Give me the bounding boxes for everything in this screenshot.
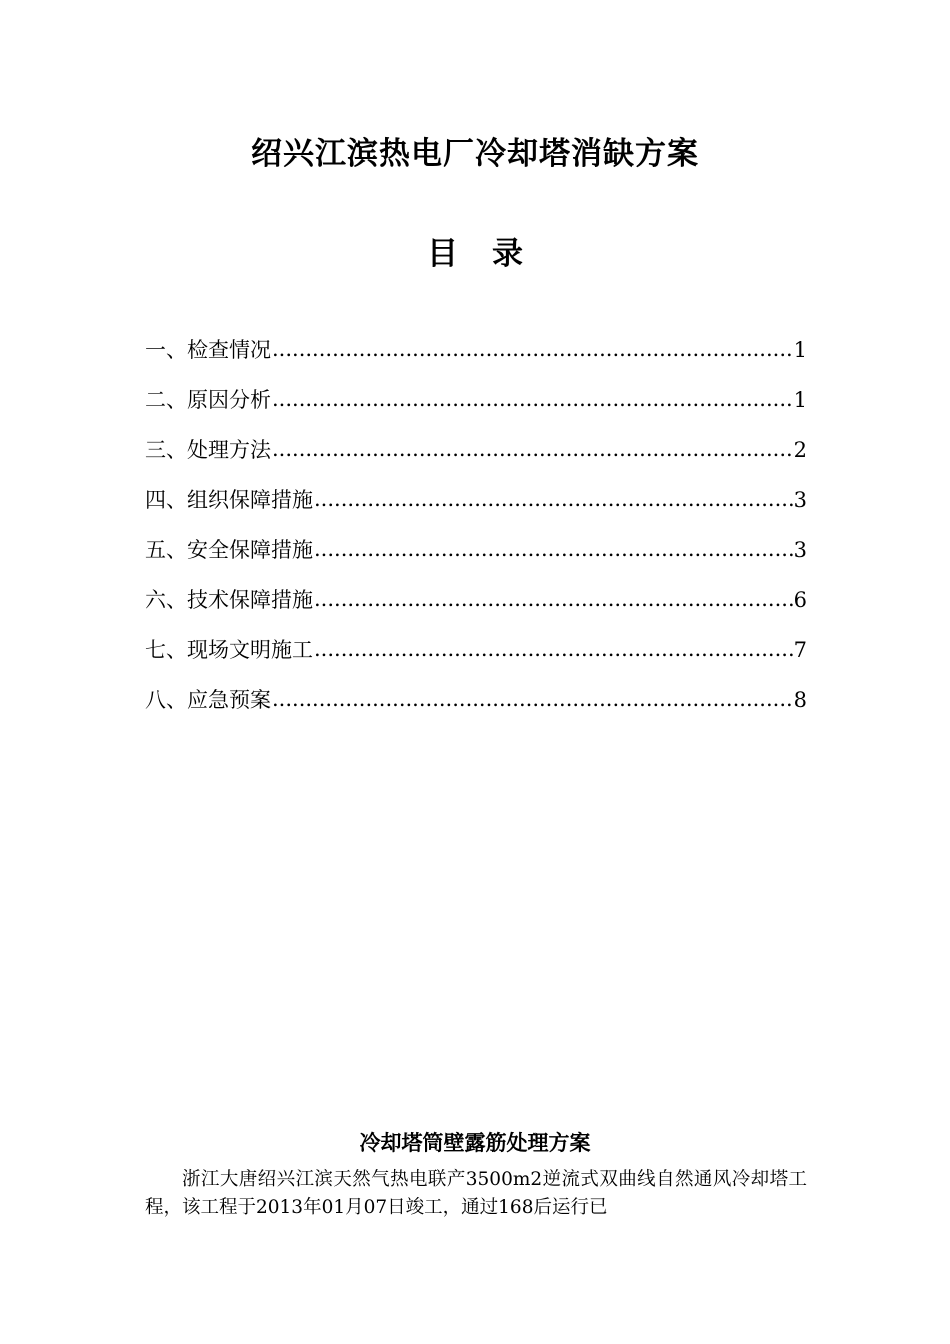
toc-dot-leader — [314, 579, 793, 619]
toc-dot-leader — [272, 379, 793, 419]
toc-entry-page: 2 — [793, 438, 807, 462]
toc-entry-page: 3 — [793, 488, 807, 512]
toc-heading-first-char: 目 — [427, 236, 458, 272]
toc-entry-label: 七、现场文明施工 — [145, 638, 313, 662]
toc-entry-page: 1 — [793, 388, 807, 412]
toc-dot-leader — [314, 479, 793, 519]
toc-entry-label: 六、技术保障措施 — [145, 588, 313, 612]
toc-entry-civilized-construction[interactable] — [145, 630, 807, 680]
toc-entry-organization-measures[interactable] — [145, 480, 807, 530]
toc-entry-page: 6 — [793, 588, 807, 612]
toc-entry-treatment-method[interactable] — [145, 430, 807, 480]
document-title: 绍兴江滨热电厂冷却塔消缺方案 — [251, 136, 699, 172]
toc-entry-safety-measures[interactable] — [145, 530, 807, 580]
toc-entry-page: 3 — [793, 538, 807, 562]
toc-entry-label: 二、原因分析 — [145, 388, 271, 412]
toc-entry-label: 八、应急预案 — [145, 688, 271, 712]
toc-entry-label: 四、组织保障措施 — [145, 488, 313, 512]
toc-dot-leader — [314, 629, 793, 669]
toc-entry-page: 1 — [793, 338, 807, 362]
toc-entry-emergency-plan[interactable] — [145, 680, 807, 730]
toc-dot-leader — [272, 429, 793, 469]
toc-entry-label: 三、处理方法 — [145, 438, 271, 462]
toc-dot-leader — [272, 329, 793, 369]
toc-entry-inspection[interactable] — [145, 330, 807, 380]
toc-entry-page: 8 — [793, 688, 807, 712]
toc-heading-second-char: 录 — [492, 236, 523, 272]
toc-dot-leader — [314, 529, 793, 569]
section-paragraph: 浙江大唐绍兴江滨天然气热电联产3500m2逆流式双曲线自然通风冷却塔工程，该工程于2013年01月07日竣工，通过168后运行已 — [145, 1169, 807, 1218]
toc-entry-technical-measures[interactable] — [145, 580, 807, 630]
toc-entry-page: 7 — [793, 638, 807, 662]
toc-dot-leader — [272, 679, 793, 719]
toc-heading — [0, 228, 950, 273]
section-title: 冷却塔筒壁露筋处理方案 — [359, 1130, 591, 1155]
table-of-contents — [145, 330, 807, 730]
toc-entry-label: 五、安全保障措施 — [145, 538, 313, 562]
toc-entry-cause-analysis[interactable] — [145, 380, 807, 430]
toc-entry-label: 一、检查情况 — [145, 338, 271, 362]
